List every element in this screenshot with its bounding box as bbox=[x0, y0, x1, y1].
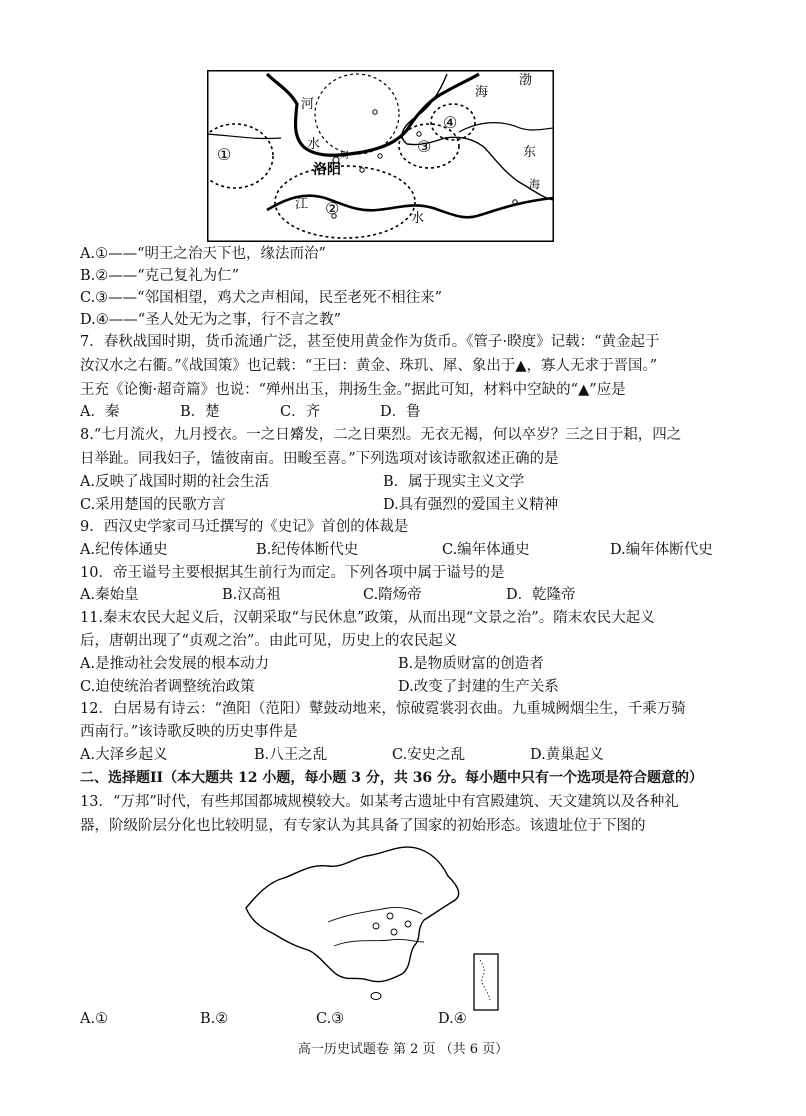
map1-label-bo: 渤 bbox=[519, 73, 533, 88]
q9-option-d: D.编年体断代史 bbox=[610, 542, 713, 558]
q9-option-c: C.编年体通史 bbox=[442, 542, 530, 558]
q8-option-c: C.采用楚国的民歌方言 bbox=[80, 497, 226, 513]
q12-option-d: D.黄巢起义 bbox=[530, 747, 604, 763]
q11-options-row-2 bbox=[80, 676, 730, 698]
map1-label-hai: 海 bbox=[475, 85, 489, 100]
q11-options-row-1 bbox=[80, 653, 730, 675]
q13-stem-line-2: 器，阶级阶层分化也比较明显，有专家认为其具备了国家的初始形态。该遗址位于下图的 bbox=[80, 818, 646, 834]
q6-option-b: B.②——“克己复礼为仁” bbox=[80, 268, 240, 284]
china-outline-map bbox=[238, 842, 500, 1014]
q11-option-a: A.是推动社会发展的根本动力 bbox=[80, 656, 270, 672]
q10-stem: 10．帝王谥号主要根据其生前行为而定。下列各项中属于谥号的是 bbox=[80, 565, 505, 581]
q8-stem-line-2: 日举趾。同我妇子，馌彼南亩。田畯至喜。”下列选项对该诗歌叙述正确的是 bbox=[80, 451, 559, 467]
q7-options bbox=[80, 401, 730, 423]
q13-options bbox=[80, 1008, 730, 1030]
map1-label-n4: ④ bbox=[443, 113, 458, 132]
map1-label-hai2: 海 bbox=[529, 178, 540, 191]
warring-states-map bbox=[207, 70, 554, 242]
q13-option-a: A.① bbox=[80, 1011, 109, 1027]
q7-stem-line-1: 7．春秋战国时期，货币流通广泛，甚至使用黄金作为货币。《管子·睽度》记载：“黄金起于 bbox=[80, 334, 660, 350]
q13-option-b: B.② bbox=[200, 1011, 229, 1027]
q6-option-a: A.①——“明王之治天下也，缘法而治” bbox=[80, 246, 326, 262]
q10-options bbox=[80, 584, 730, 606]
map1-label-n3: ③ bbox=[417, 137, 432, 156]
map1-label-luoyang: 洛阳 bbox=[313, 162, 341, 178]
q12-option-b: B.八王之乱 bbox=[254, 747, 328, 763]
q9-options bbox=[80, 539, 730, 561]
q9-stem: 9．西汉史学家司马迁撰写的《史记》首创的体裁是 bbox=[80, 519, 409, 535]
q12-option-c: C.安史之乱 bbox=[392, 747, 466, 763]
q9-option-a: A.纪传体通史 bbox=[80, 542, 168, 558]
q7-option-a: A．秦 bbox=[80, 404, 120, 420]
q12-option-a: A.大泽乡起义 bbox=[80, 747, 168, 763]
q6-option-d: D.④——“圣人处无为之事，行不言之教” bbox=[80, 312, 342, 328]
q7-stem-line-2: 汝汉水之右衢。”《战国策》也记载：“王曰：黄金、珠玑、犀、象出于▲，寡人无求于晋国。” bbox=[80, 358, 658, 374]
q12-options bbox=[80, 744, 730, 766]
map1-label-n1: ① bbox=[217, 145, 232, 164]
q12-stem-line-2: 西南行。”该诗歌反映的历史事件是 bbox=[80, 724, 298, 740]
q10-option-b: B.汉高祖 bbox=[222, 587, 281, 603]
q10-option-a: A.秦始皇 bbox=[80, 587, 139, 603]
q13-option-d: D.④ bbox=[438, 1011, 467, 1027]
q11-stem-line-1: 11.秦末农民大起义后，汉朝采取“与民休息”政策，从而出现“文景之治”。隋末农民大起义 bbox=[80, 610, 655, 626]
q11-option-d: D.改变了封建的生产关系 bbox=[398, 679, 559, 695]
q12-stem-line-1: 12．白居易有诗云：“渔阳（范阳）鼙鼓动地来，惊破霓裳羽衣曲。九重城阙烟尘生，千乘万骑 bbox=[80, 701, 686, 717]
q10-option-c: C.隋炀帝 bbox=[363, 587, 422, 603]
q13-stem-line-1: 13．“万邦”时代，有些邦国都城规模较大。如某考古遗址中有宫殿建筑、天文建筑以及各种礼 bbox=[80, 794, 679, 810]
q8-stem-line-1: 8.“七月流火，九月授衣。一之日觱发，二之日栗烈。无衣无褐，何以卒岁？三之日于耜，四之 bbox=[80, 427, 682, 443]
q11-option-b: B.是物质财富的创造者 bbox=[398, 656, 544, 672]
q10-option-d: D．乾隆帝 bbox=[506, 587, 576, 603]
section-2-title: 二、选择题II（本大题共 12 小题，每小题 3 分，共 36 分。每小题中只有一个选项是符合题意的） bbox=[80, 770, 704, 786]
q11-option-c: C.迫使统治者调整统治政策 bbox=[80, 679, 255, 695]
q8-option-a: A.反映了战国时期的社会生活 bbox=[80, 474, 270, 490]
q8-options-row-1 bbox=[80, 471, 730, 493]
q9-option-b: B.纪传体断代史 bbox=[256, 542, 359, 558]
q8-option-d: D.具有强烈的爱国主义精神 bbox=[383, 497, 559, 513]
map1-label-jiang: 江 bbox=[295, 197, 309, 212]
q7-option-c: C．齐 bbox=[280, 404, 321, 420]
map1-label-shui2: 水 bbox=[411, 211, 425, 226]
map1-label-shui: 水 bbox=[307, 137, 321, 152]
q7-stem-line-3: 王充《论衡·超奇篇》也说：“殚州出玉，荆扬生金。”据此可知，材料中空缺的“▲”应是 bbox=[80, 382, 626, 398]
q11-stem-line-2: 后，唐朝出现了“贞观之治”。由此可见，历史上的农民起义 bbox=[80, 633, 458, 649]
q7-option-d: D．鲁 bbox=[380, 404, 421, 420]
q8-option-b: B．属于现实主义文学 bbox=[383, 474, 525, 490]
q13-option-c: C.③ bbox=[316, 1011, 345, 1027]
q6-option-c: C.③——“邻国相望，鸡犬之声相闻，民至老死不相往来” bbox=[80, 290, 443, 306]
map1-label-n2: ② bbox=[325, 199, 340, 218]
map1-label-he: 河 bbox=[301, 97, 315, 112]
map1-label-zhou: 周 bbox=[340, 151, 350, 161]
q7-option-b: B．楚 bbox=[180, 404, 220, 420]
page-footer: 高一历史试题卷 第 2 页 （共 6 页） bbox=[297, 1042, 509, 1057]
q8-options-row-2 bbox=[80, 494, 730, 516]
map1-label-dong: 东 bbox=[523, 145, 537, 160]
